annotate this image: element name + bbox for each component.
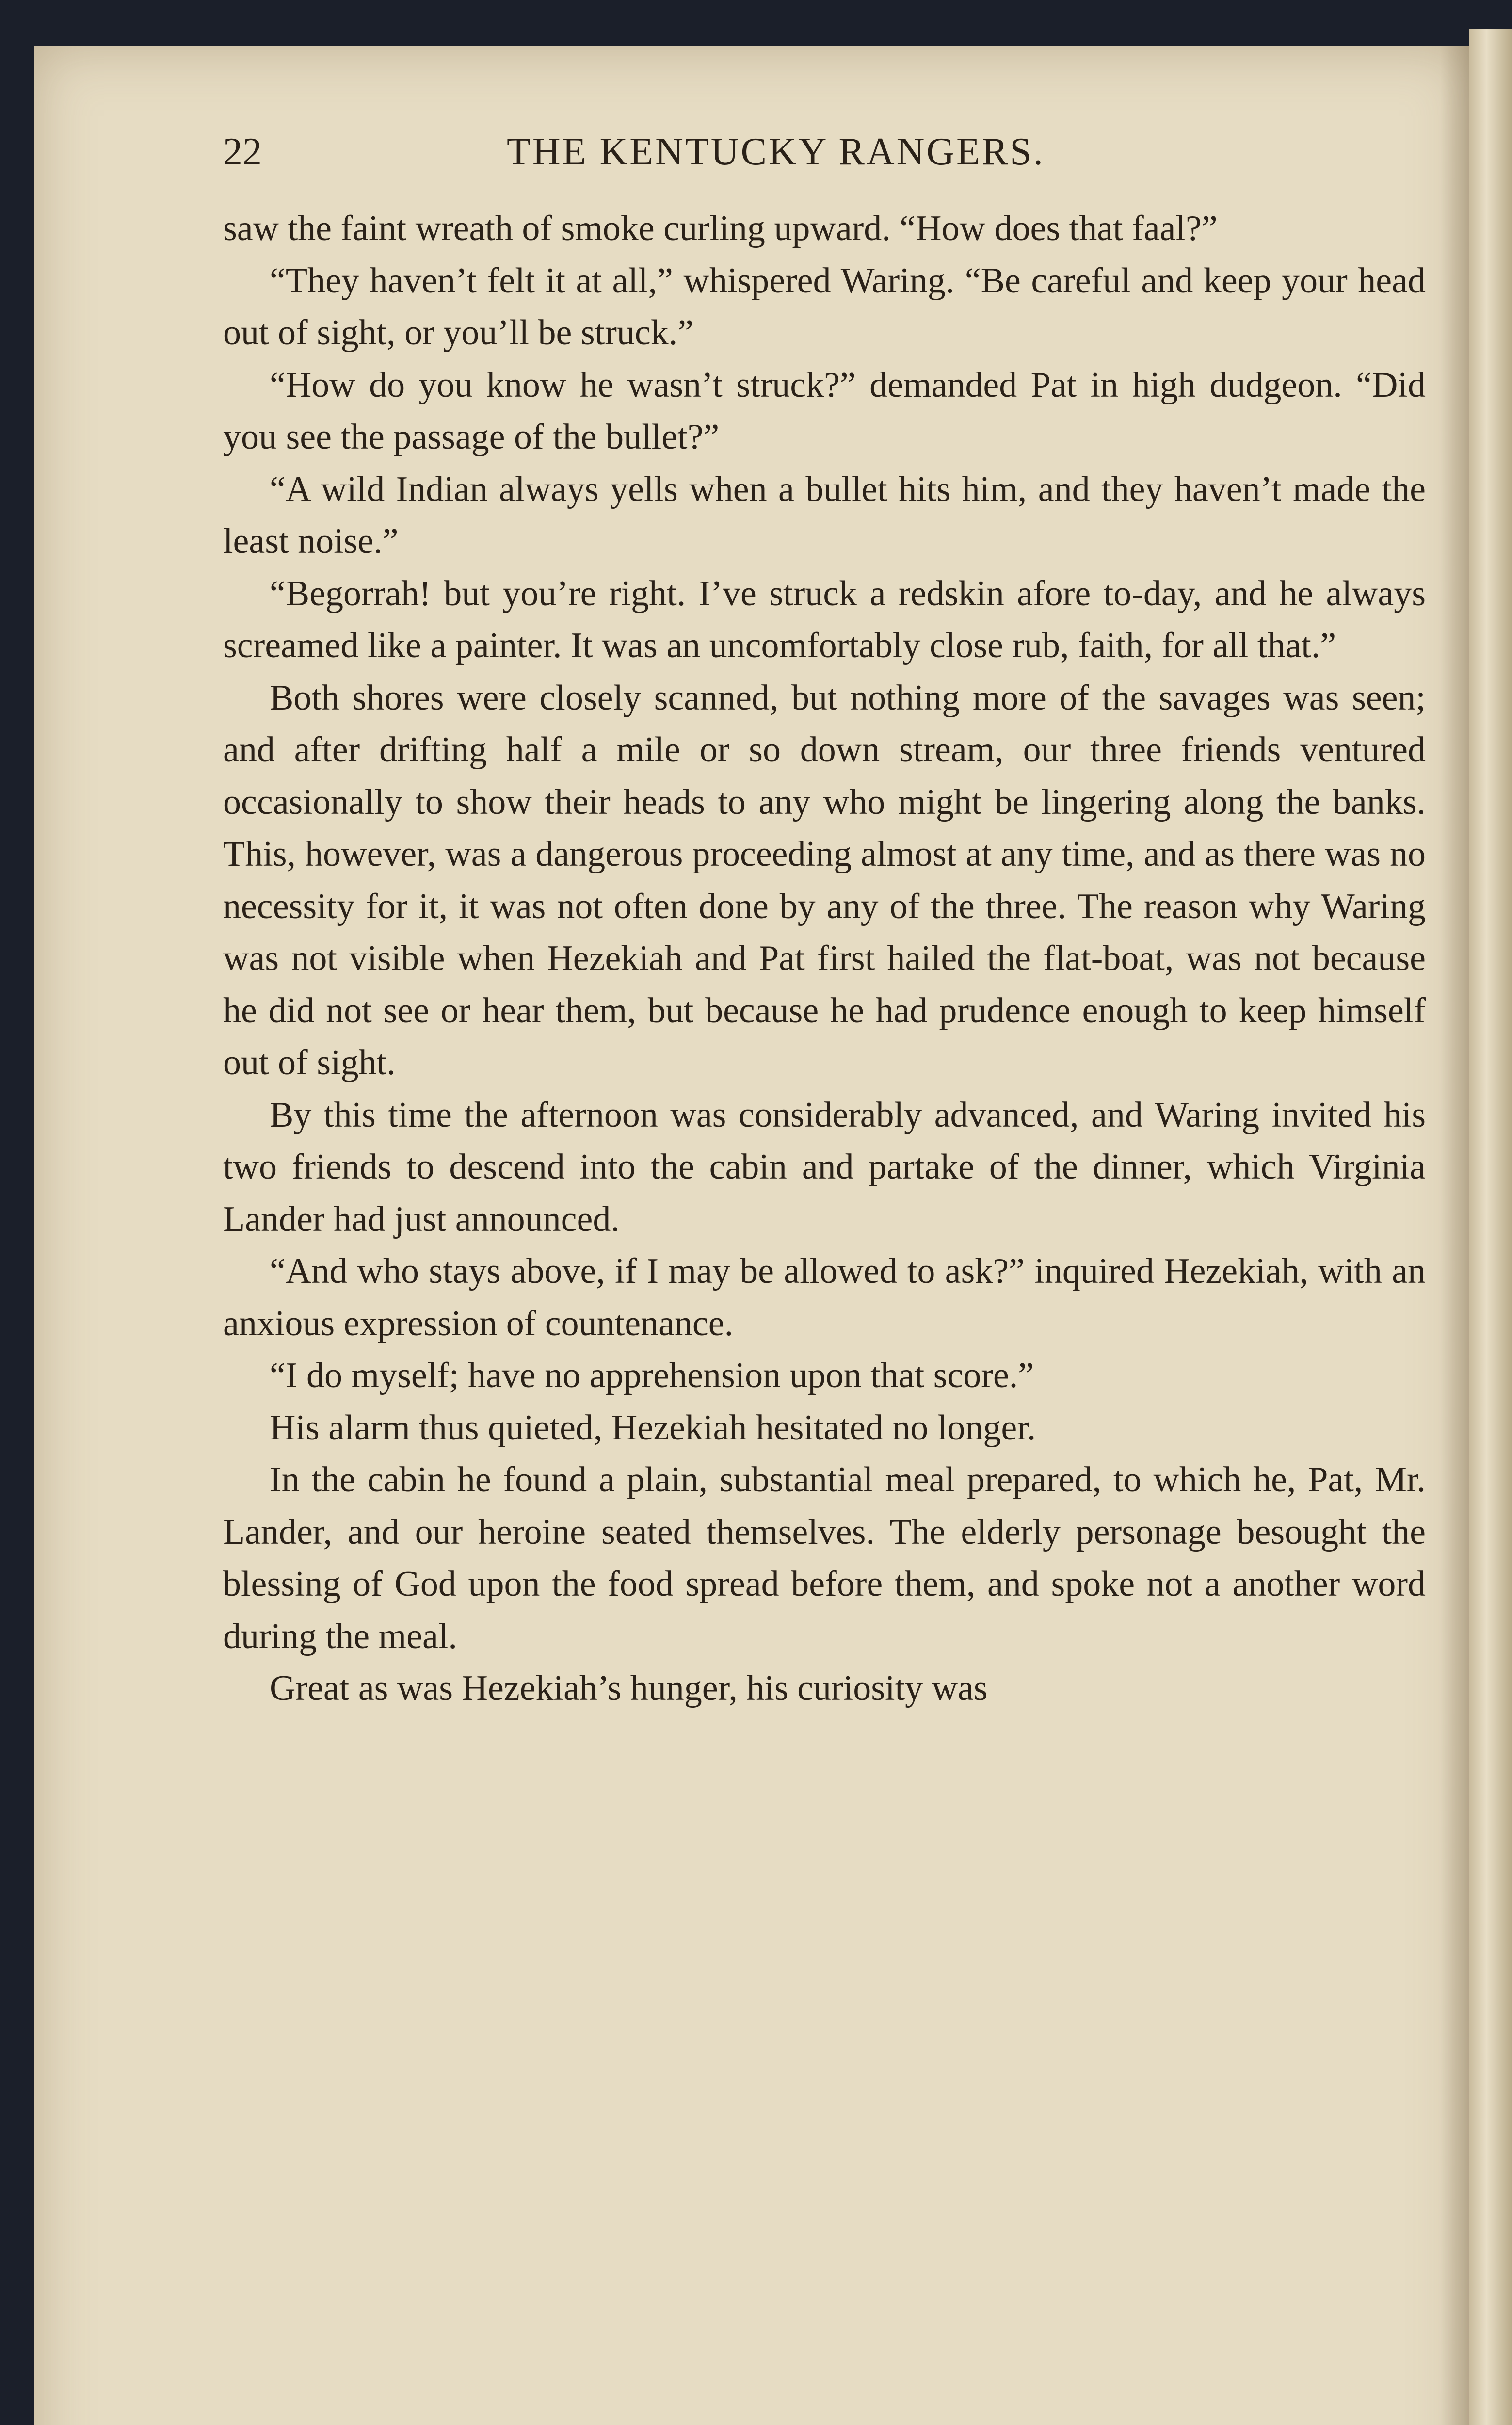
paragraph: “A wild Indian always yells when a bullet hits him, and they haven’t made the least noise.” [223,469,1426,561]
book-page [34,46,1469,2425]
running-title: THE KENTUCKY RANGERS. [507,130,1045,173]
paragraph: saw the faint wreath of smoke curling upward. “How does that faal?” [223,209,1218,248]
paragraph: His alarm thus quieted, Hezekiah hesitated no longer. [270,1407,1036,1448]
paragraph: “And who stays above, if I may be allowed to ask?” inquired Hezekiah, with an anxious expression of countenance. [223,1251,1426,1343]
paragraph: By this time the afternoon was considerably advanced, and Waring invited his two friends to descend into the cabin and partake of the dinner, which Virginia Lander had just announced. [223,1095,1426,1239]
paragraph: “Begorrah! but you’re right. I’ve struck a redskin afore to-day, and he always screamed like a painter. It was an uncomfortably close rub, faith, for all that.” [223,573,1426,665]
page-number: 22 [223,130,262,173]
page-edge-shadow [1469,29,1512,2425]
paragraph: “They haven’t felt it at all,” whispered Waring. “Be careful and keep your head out of sight, or you’ll be struck.” [223,260,1426,353]
body-text [223,203,1426,1715]
paragraph: In the cabin he found a plain, substantial meal prepared, to which he, Pat, Mr. Lander, and our heroine seated themselves. The elderly personage besought the blessing of God upon the food spread before them, and spoke not a another word during the meal. [223,1460,1426,1656]
paragraph: “How do you know he wasn’t struck?” demanded Pat in high dudgeon. “Did you see the passage of the bullet?” [223,365,1426,457]
paragraph: “I do myself; have no apprehension upon that score.” [270,1356,1034,1395]
paragraph: Great as was Hezekiah’s hunger, his curiosity was [270,1668,988,1708]
running-head [223,130,1435,193]
paragraph: Both shores were closely scanned, but nothing more of the savages was seen; and after drifting half a mile or so down stream, our three friends ventured occasionally to show their heads to any who might be lingering along the banks. This, however, was a dangerous proceeding almost at any time, and as there was no necessity for it, it was not often done by any of the three. The reason why Waring was not visible when Hezekiah and Pat first hailed the flat-boat, was not because he did not see or hear them, but because he had prudence enough to keep himself out of sight. [223,678,1426,1083]
